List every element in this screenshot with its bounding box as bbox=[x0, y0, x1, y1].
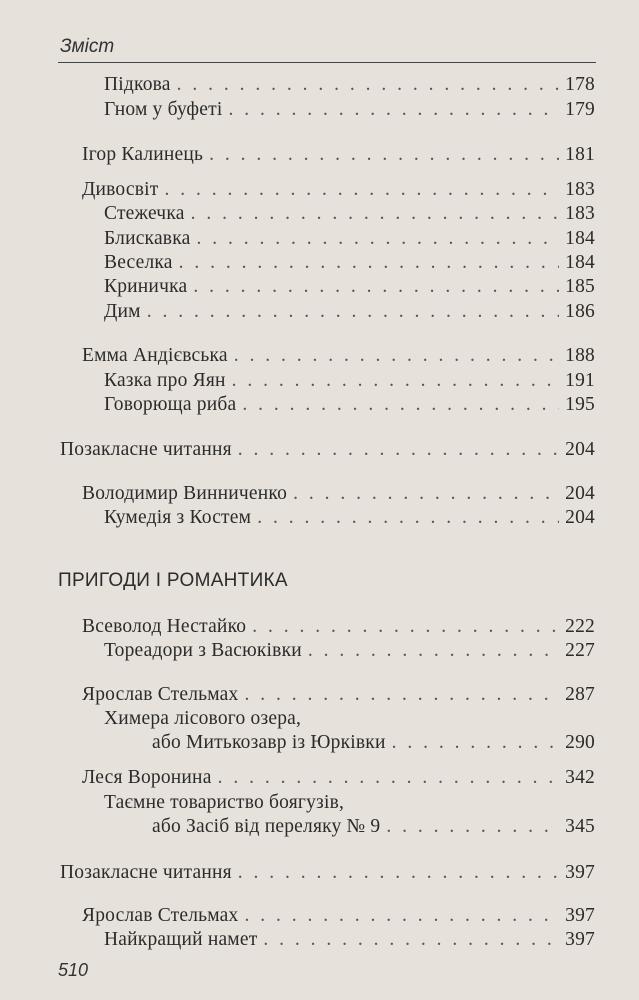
leader-dots bbox=[308, 638, 559, 664]
toc-entry-title: Дивосвіт bbox=[82, 179, 159, 200]
toc-entry bbox=[82, 142, 595, 168]
toc-entry bbox=[104, 274, 595, 300]
toc-entry bbox=[60, 437, 595, 463]
toc-entry bbox=[104, 226, 595, 252]
toc-entry-title: Леся Воронина bbox=[82, 767, 212, 788]
toc-entry bbox=[104, 505, 595, 531]
toc-entry-page: 185 bbox=[565, 276, 595, 297]
toc-entry-title: Гном у буфеті bbox=[104, 99, 223, 120]
toc-entry-title: Криничка bbox=[104, 276, 188, 297]
leader-dots bbox=[238, 860, 559, 886]
section-heading: ПРИГОДИ І РОМАНТИКА bbox=[58, 570, 288, 591]
header-title: Зміст bbox=[60, 36, 115, 57]
leader-dots bbox=[252, 614, 559, 640]
toc-entry bbox=[104, 638, 595, 664]
toc-entry-page: 186 bbox=[565, 301, 595, 322]
toc-entry bbox=[104, 299, 595, 325]
leader-dots bbox=[193, 274, 559, 300]
leader-dots bbox=[244, 903, 559, 929]
toc-entry-page: 342 bbox=[565, 767, 595, 788]
toc-entry bbox=[104, 250, 595, 276]
toc-entry-page: 183 bbox=[565, 203, 595, 224]
toc-entry-page: 181 bbox=[565, 144, 595, 165]
toc-entry-page: 397 bbox=[565, 862, 595, 883]
leader-dots bbox=[234, 343, 559, 369]
toc-entry-title-line: Химера лісового озера, bbox=[104, 708, 302, 729]
toc-entry-title: або Митькозавр із Юрківки bbox=[152, 732, 386, 753]
toc-entry-page: 195 bbox=[565, 394, 595, 415]
toc-entry bbox=[152, 730, 595, 756]
toc-entry bbox=[82, 614, 595, 640]
toc-entry-title: Стежечка bbox=[104, 203, 185, 224]
leader-dots bbox=[228, 97, 559, 123]
toc-entry bbox=[152, 814, 595, 840]
toc-entry-title: Найкращий намет bbox=[104, 929, 258, 950]
leader-dots bbox=[177, 72, 559, 98]
toc-entry-title: Веселка bbox=[104, 252, 173, 273]
toc-entry-title: Позакласне читання bbox=[60, 862, 232, 883]
toc-entry-title: Кумедія з Костем bbox=[104, 507, 252, 528]
toc-entry bbox=[104, 392, 595, 418]
toc-entry-page: 204 bbox=[565, 507, 595, 528]
toc-entry-page: 204 bbox=[565, 483, 595, 504]
toc-entry-page: 227 bbox=[565, 640, 595, 661]
toc-entry-title: Говорюща риба bbox=[104, 394, 237, 415]
toc-entry-page: 287 bbox=[565, 684, 595, 705]
page-number: 510 bbox=[58, 960, 89, 980]
toc-entry-title: Всеволод Нестайко bbox=[82, 616, 247, 637]
leader-dots bbox=[147, 299, 559, 325]
toc-entry-title: Казка про Яян bbox=[104, 370, 226, 391]
toc-entry-title: Ярослав Стельмах bbox=[82, 684, 239, 705]
toc-entry-page: 188 bbox=[565, 345, 595, 366]
toc-entry-page: 184 bbox=[565, 228, 595, 249]
leader-dots bbox=[257, 505, 559, 531]
toc-entry-page: 397 bbox=[565, 905, 595, 926]
toc-entry bbox=[104, 72, 595, 98]
toc-entry-page: 184 bbox=[565, 252, 595, 273]
toc-entry-title: Дим bbox=[104, 301, 141, 322]
toc-entry bbox=[82, 682, 595, 708]
leader-dots bbox=[218, 765, 559, 791]
toc-entry-title: Ярослав Стельмах bbox=[82, 905, 239, 926]
toc-entry-title: Підкова bbox=[104, 74, 171, 95]
leader-dots bbox=[232, 368, 559, 394]
toc-entry-page: 290 bbox=[565, 732, 595, 753]
toc-entry-page: 191 bbox=[565, 370, 595, 391]
leader-dots bbox=[386, 814, 559, 840]
toc-entry bbox=[104, 927, 595, 953]
leader-dots bbox=[191, 201, 559, 227]
toc-entry bbox=[82, 177, 595, 203]
toc-entry-page: 397 bbox=[565, 929, 595, 950]
toc-entry bbox=[104, 368, 595, 394]
leader-dots bbox=[238, 437, 559, 463]
toc-entry-page: 178 bbox=[565, 74, 595, 95]
toc-entry-title: Ігор Калинець bbox=[82, 144, 204, 165]
toc-entry-page: 183 bbox=[565, 179, 595, 200]
toc-entry-title: Емма Андієвська bbox=[82, 345, 228, 366]
toc-entry-page: 222 bbox=[565, 616, 595, 637]
toc-entry bbox=[82, 343, 595, 369]
header-rule bbox=[58, 62, 596, 63]
toc-entry-title-line: Таємне товариство боягузів, bbox=[104, 792, 345, 813]
toc-entry bbox=[60, 860, 595, 886]
toc-entry-page: 204 bbox=[565, 439, 595, 460]
leader-dots bbox=[196, 226, 559, 252]
toc-entry bbox=[82, 765, 595, 791]
toc-entry bbox=[104, 201, 595, 227]
toc-entry-title: Блискавка bbox=[104, 228, 191, 249]
leader-dots bbox=[179, 250, 559, 276]
toc-entry-title: Позакласне читання bbox=[60, 439, 232, 460]
leader-dots bbox=[293, 481, 559, 507]
toc-entry-title: Тореадори з Васюківки bbox=[104, 640, 302, 661]
toc-entry-page: 179 bbox=[565, 99, 595, 120]
leader-dots bbox=[263, 927, 559, 953]
toc-entry bbox=[82, 903, 595, 929]
leader-dots bbox=[164, 177, 559, 203]
toc-entry-title: або Засіб від переляку № 9 bbox=[152, 816, 381, 837]
leader-dots bbox=[244, 682, 559, 708]
leader-dots bbox=[242, 392, 559, 418]
leader-dots bbox=[392, 730, 559, 756]
toc-entry-title: Володимир Винниченко bbox=[82, 483, 288, 504]
toc-entry-page: 345 bbox=[565, 816, 595, 837]
toc-entry bbox=[82, 481, 595, 507]
leader-dots bbox=[209, 142, 559, 168]
toc-entry bbox=[104, 97, 595, 123]
